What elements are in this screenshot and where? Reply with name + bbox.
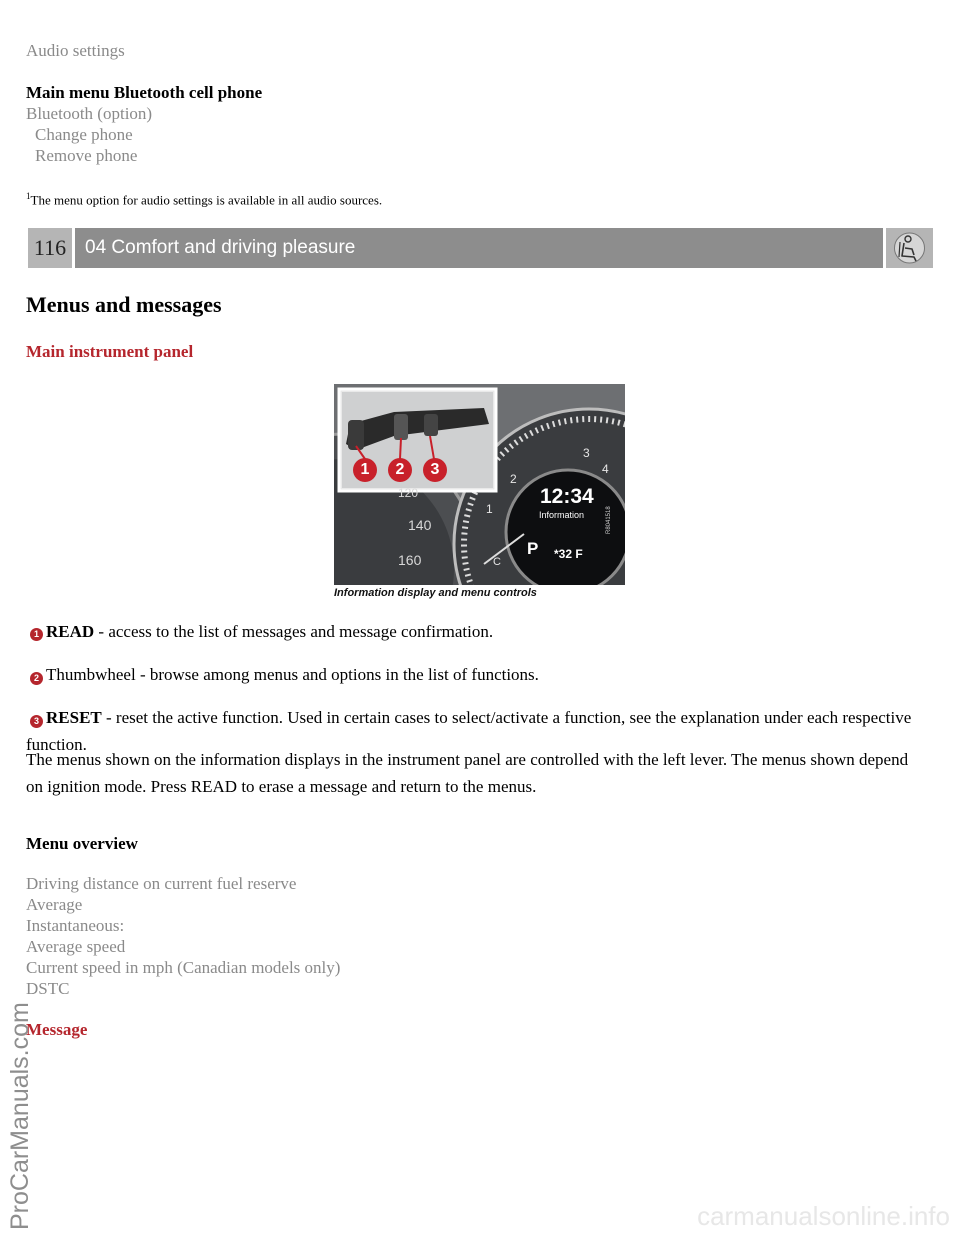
bullet-2-icon: 2	[30, 672, 43, 685]
footnote-marker: 1	[26, 191, 31, 201]
control-item-thumbwheel	[46, 661, 936, 688]
callout-1: 1	[360, 461, 370, 478]
control-label: READ	[46, 622, 95, 641]
chapter-title: 04 Comfort and driving pleasure	[75, 228, 883, 268]
menu-item: Current speed in mph (Canadian models only)	[26, 958, 341, 977]
figure-code: R8041518	[606, 506, 612, 534]
control-item-read	[46, 618, 936, 645]
page-number: 116	[28, 228, 72, 268]
display-info-label: Information	[539, 510, 585, 520]
display-clock: 12:34	[540, 485, 594, 508]
menu-item: Average	[26, 895, 83, 914]
display-temp: *32 F	[554, 547, 583, 561]
menu-item: DSTC	[26, 979, 70, 998]
speed-digit: 120	[398, 486, 419, 500]
bullet-3-icon: 3	[30, 715, 43, 728]
gauge-digit: 1	[486, 502, 493, 516]
callout-2: 2	[395, 461, 405, 478]
gauge-digit: 3	[583, 446, 590, 460]
bottom-watermark: carmanualsonline.info	[697, 1201, 950, 1231]
audio-settings-item: Audio settings	[26, 41, 125, 60]
section-subheading: Main instrument panel	[26, 342, 194, 361]
speed-digit: 160	[398, 552, 422, 568]
remove-phone-item: Remove phone	[35, 146, 138, 165]
gauge-digit: 2	[510, 472, 517, 486]
seat-person-icon	[886, 228, 933, 268]
footnote	[26, 186, 382, 210]
control-text: Thumbwheel - browse among menus and options in the list of functions.	[46, 665, 539, 684]
body-paragraph: The menus shown on the information displays in the instrument panel are controlled with the left lever. The menus shown depend on ignition mode. Press READ to erase a message and return to the menus.	[26, 750, 909, 796]
main-menu-bluetooth-title: Main menu Bluetooth cell phone	[26, 83, 263, 102]
menu-overview-title: Menu overview	[26, 834, 138, 853]
control-text: - access to the list of messages and message confirmation.	[94, 622, 494, 641]
left-watermark-text: ProCarManuals.com	[6, 1002, 34, 1230]
figure-caption: Information display and menu controls	[334, 587, 537, 599]
message-heading: Message	[26, 1020, 88, 1039]
callout-3: 3	[430, 461, 440, 478]
change-phone-item: Change phone	[35, 125, 133, 144]
page-heading: Menus and messages	[26, 292, 222, 317]
menu-item: Instantaneous:	[26, 916, 125, 935]
menu-item: Average speed	[26, 937, 126, 956]
bluetooth-item: Bluetooth (option)	[26, 104, 153, 123]
control-text: - reset the active function. Used in certain cases to select/activate a function, see the explanation under each respective function.	[26, 708, 912, 754]
chapter-header-bar	[28, 228, 933, 268]
left-watermark	[6, 500, 56, 1240]
bullet-1-icon: 1	[30, 628, 43, 641]
footnote-text: The menu option for audio settings is available in all audio sources.	[30, 192, 383, 208]
gauge-digit: C	[493, 556, 501, 568]
instrument-panel-figure	[334, 384, 625, 603]
gauge-digit: 4	[602, 462, 609, 476]
display-gear: P	[527, 539, 539, 558]
menu-item: Driving distance on current fuel reserve	[26, 874, 297, 893]
control-label: RESET	[46, 708, 102, 727]
speed-digit: 140	[408, 517, 432, 533]
